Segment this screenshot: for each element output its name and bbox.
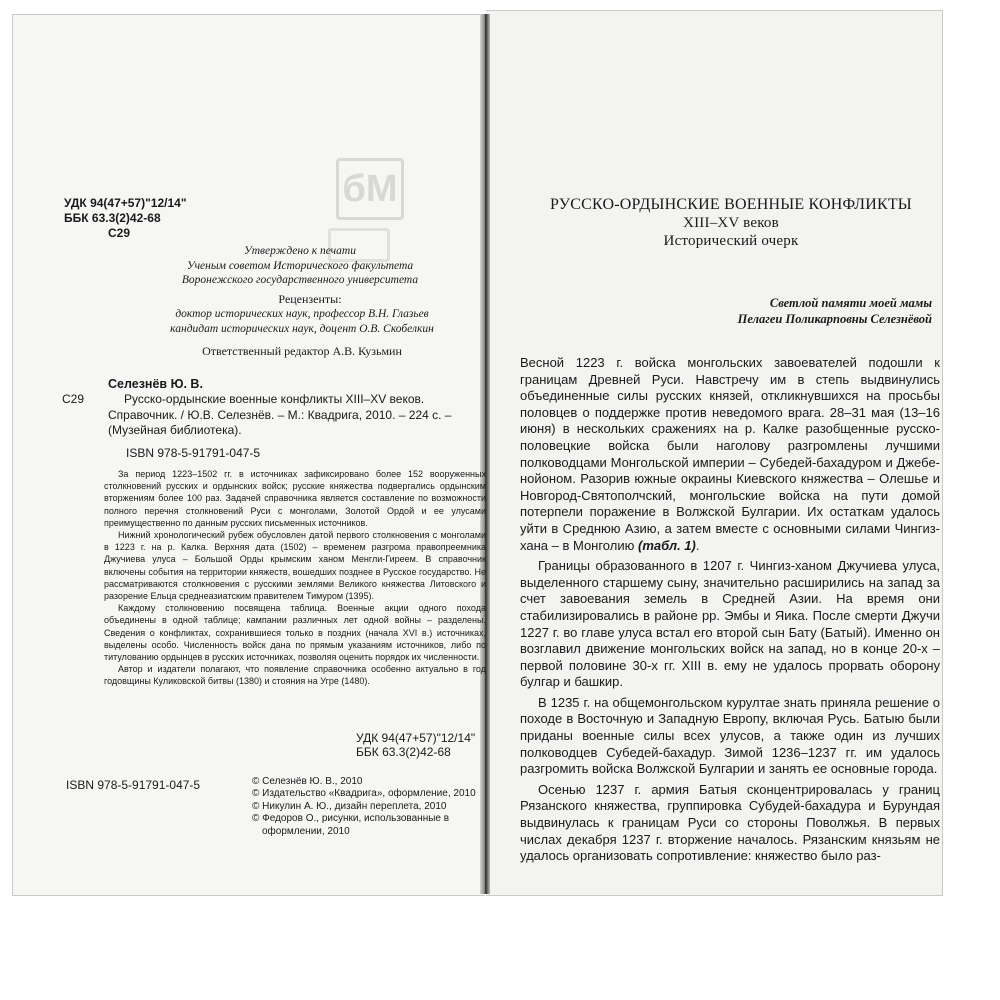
annotation-paragraph: За период 1223–1502 гг. в источниках зафиксировано более 152 вооруженных столкновений русских и ордынских войск; русские княжества подвергались ордынским вторжениям более 100 раз. Задачей справочника является составление по возможности полного перечня столкновений Руси с монголами, Золотой Ордой и ее улусами преимущественно по данным русских письменных источников. xyxy=(104,469,486,528)
approved-line: Воронежского государственного университета xyxy=(181,274,419,287)
body-paragraph: В 1235 г. на общемонгольском курултае знать приняла решение о походе в Восточную и Западную Европу, включая Русь. Батыю были приданы военные силы всех улусов, а также один из лучших полководцев Субедей-бахадур. Зимой 1236–1237 гг. им удалось разгромить войска Волжской Булгарии и занять ее основные города. xyxy=(520,694,940,777)
chapter-body xyxy=(520,355,940,869)
bib-text: Русско-ордынские военные конфликты XIII–XV веков. Справочник. / Ю.В. Селезнёв. – М.: Квадрига, 2010. – 224 с. – (Музейная библиотека). xyxy=(108,392,452,438)
bibliographic-description xyxy=(108,392,486,439)
annotation-paragraph: Нижний хронологический рубеж обусловлен датой первого столкновения с монголами в 1223 г. на р. Калка. Верхняя дата (1502) – временем разгрома правопреемника Джучиева улуса – Большой Орды крымским ханом Менгли-Гиреем. В справочник включены события на территории княжеств, вошедших позднее в Русское государство. Не рассматриваются столкновения с русскими землями Великого княжества Литовского и разорение Ельца среднеазиатским правителем Тимуром (1395). xyxy=(104,530,486,602)
copyright-line: © Селезнёв Ю. В., 2010 xyxy=(252,776,363,787)
reviewers-heading: Рецензенты: xyxy=(278,292,342,306)
approved-line: Утверждено к печати xyxy=(244,245,356,257)
dedication xyxy=(560,296,932,327)
body-paragraph: Границы образованного в 1207 г. Чингиз-ханом Джучиева улуса, выделенного старшему сыну, значительно расширились на запад за счет завоевания земель в Средней Азии. На время они стабилизировались в районе рр. Эмбы и Яика. После смерти Джучи 1227 г. во главе улуса встал его второй сын Бату (Батый). Именно он возглавил движение монгольских войск на запад, но в конце 20-х – первой половине 30-х гг. XIII в. ему не удалось прорвать оборону булгар и башкир. xyxy=(520,558,940,690)
body-paragraph xyxy=(520,355,940,554)
dedication-line: Светлой памяти моей мамы xyxy=(769,296,932,310)
reviewer-line: кандидат исторических наук, доцент О.В. Скобелкин xyxy=(170,322,434,335)
copyright-block xyxy=(252,776,492,838)
udk-code: УДК 94(47+57)"12/14" xyxy=(64,196,187,210)
show-through-logo: бМ xyxy=(336,158,404,220)
bbk-code: ББК 63.3(2)42-68 xyxy=(64,211,161,225)
isbn-bottom: ISBN 978-5-91791-047-5 xyxy=(66,778,201,792)
book-gutter xyxy=(480,14,490,894)
body-paragraph: Осенью 1237 г. армия Батыя сконцентрировалась у границ Рязанского княжества, группировка Субудей-бахадура и Бурундая выдвинулась к границам Руси со стороны Поволжья. В первых числах декабря 1237 г. вторжение началось. Рязанским князьям не удалось организовать сопротивление: княжество было раз- xyxy=(520,781,940,864)
approval-statement xyxy=(140,244,460,288)
dedication-line: Пелагеи Поликарповны Селезнёвой xyxy=(737,311,932,326)
author-heading: Селезнёв Ю. В. xyxy=(108,377,203,391)
chapter-title xyxy=(520,196,942,250)
author-code: С29 xyxy=(108,226,131,240)
annotation xyxy=(104,468,486,688)
title-line-2: XIII–XV веков xyxy=(683,215,779,231)
reviewer-line: доктор исторических наук, профессор В.Н. Глазьев xyxy=(175,308,429,320)
paragraph-end: . xyxy=(695,537,700,553)
annotation-paragraph: Автор и издатели полагают, что появление справочника особенно актуально в год годовщины Куликовской битвы (1380) и стояния на Угре (1480). xyxy=(104,664,486,687)
udk-bbk-bottom xyxy=(356,731,475,759)
reviewers-list xyxy=(112,307,492,336)
annotation-paragraph: Каждому столкновению посвящена таблица. Военные акции одного похода объединены в одной таблице; кампании различных лет одной войны – разделены. Сведения о конфликтах, сохранившиеся только в поздних (начала XVI в.) источниках, выделены особо. Численность войск дана по прямым указаниям источников, либо по титулованию ордынцев в русских источниках, позволяя оценить порядок их численности. xyxy=(104,603,486,663)
isbn-middle: ISBN 978-5-91791-047-5 xyxy=(126,446,261,460)
entry-code: С29 xyxy=(62,392,85,406)
copyright-line: © Федоров О., рисунки, использованные в оформлении, 2010 xyxy=(252,813,450,837)
udk-code-bottom: УДК 94(47+57)"12/14" xyxy=(356,731,476,745)
copyright-line: © Никулин А. Ю., дизайн переплета, 2010 xyxy=(252,800,447,812)
responsible-editor: Ответственный редактор А.В. Кузьмин xyxy=(202,344,402,358)
paragraph-text: Весной 1223 г. войска монгольских завоевателей подошли к границам Древней Руси. Навстречу им в степь выдвинулись объединенные силы русских князей, откликнувшихся на просьбы половцев о поддержке против неведомого врага. 28–31 мая (13–16 июня) в нескольких сражениях на р. Калке разобщенные русско-половецкие войска были наголову разгромлены лучшими полководцами Монгольской империи – Субедей-бахадуром и Джебе-нойоном. Разорив южные окраины Киевского княжества – Олешье и Новгород-Святополчский, монгольские войска на пути домой потерпели поражение в Волжской Булгарии. Их остаткам удалось уйти в Среднюю Азию, а затем вместе с основными силами Чингиз-хана – в Монголию xyxy=(520,355,940,553)
table-reference: (табл. 1) xyxy=(637,537,696,553)
udk-bbk-block xyxy=(64,196,187,226)
bbk-code-bottom: ББК 63.3(2)42-68 xyxy=(356,745,451,759)
chapter-subtitle: Исторический очерк xyxy=(663,233,799,249)
approved-line: Ученым советом Исторического факультета xyxy=(186,259,414,272)
copyright-line: © Издательство «Квадрига», оформление, 2010 xyxy=(252,788,476,800)
title-line: РУССКО-ОРДЫНСКИЕ ВОЕННЫЕ КОНФЛИКТЫ xyxy=(550,196,912,213)
